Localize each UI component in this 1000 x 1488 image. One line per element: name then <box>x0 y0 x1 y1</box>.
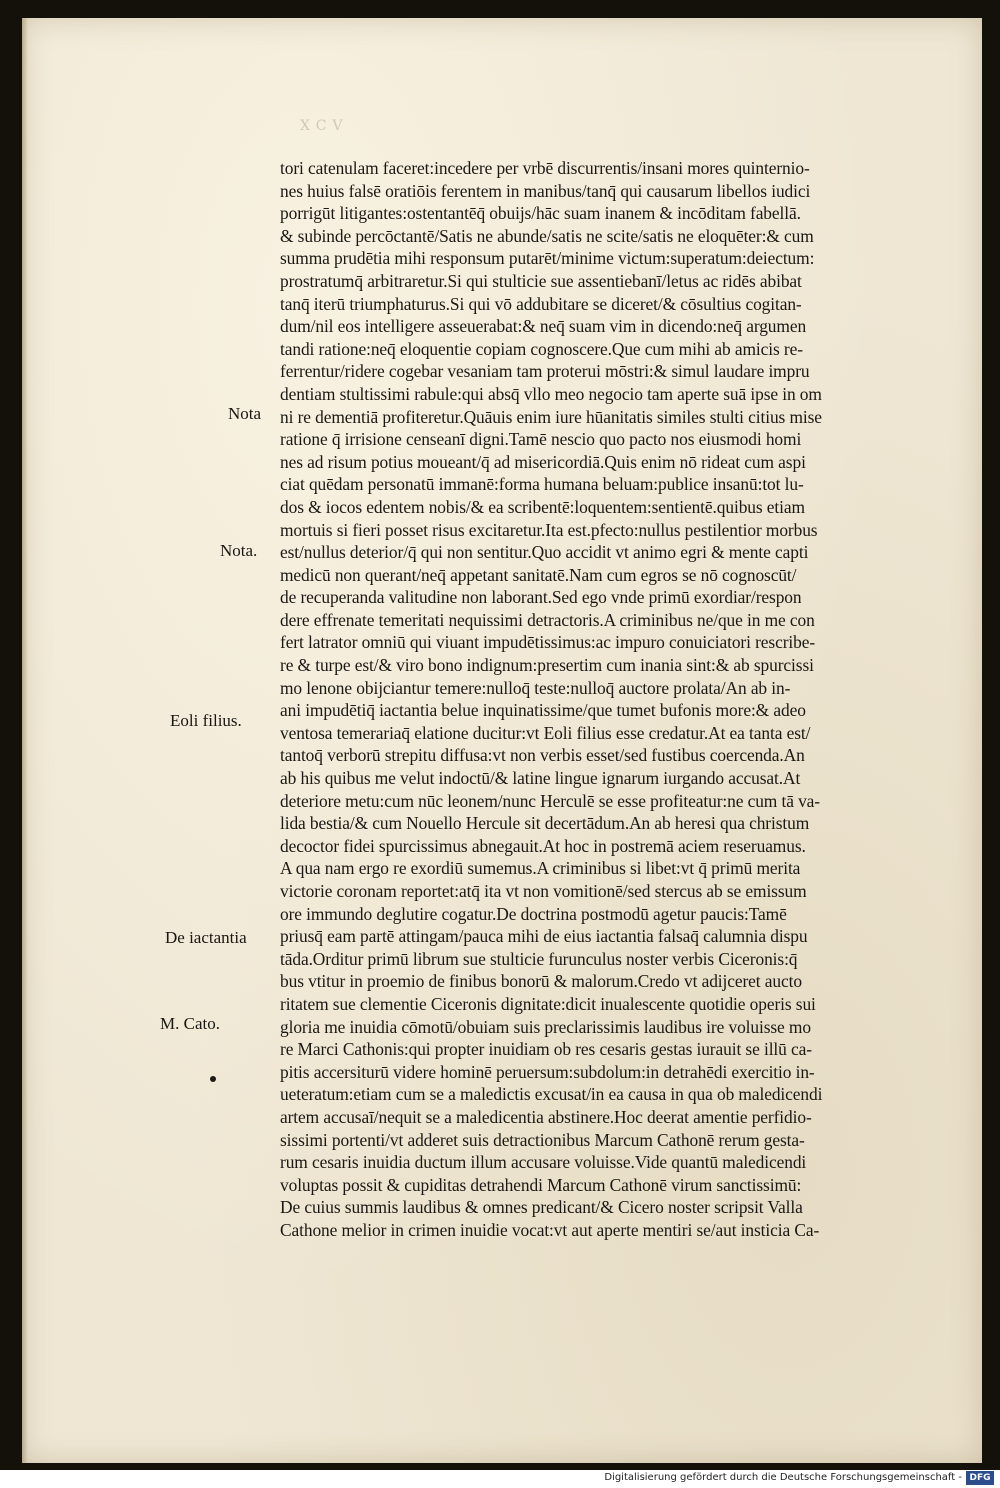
margin-note-eoli-filius: Eoli filius. <box>170 711 242 730</box>
body-text <box>280 157 940 1242</box>
ink-dot-mark <box>210 1076 216 1082</box>
text-line: decoctor fidei spurcissimus abnegauit.At hoc in postremā aciem reseruamus. <box>280 835 806 856</box>
margin-note-de-iactantia: De iactantia <box>165 928 247 947</box>
text-line: voluptas possit & cupiditas detrahendi Marcum Cathonē virum sanctissimū: <box>280 1174 802 1195</box>
text-line: tandi ratione:neq̄ eloquentie copiam cognoscere.Que cum mihi ab amicis re- <box>280 338 803 359</box>
text-line: De cuius summis laudibus & omnes predicant/& Cicero noster scripsit Valla <box>280 1197 803 1218</box>
text-line: dentiam stultissimi rabule:qui absq̄ vllo meo negocio tam aperte suā ipse in om <box>280 383 822 404</box>
text-line: Cathone melior in crimen inuidie vocat:vt aut aperte mentiri se/aut insticia Ca- <box>280 1219 820 1240</box>
text-line: tantoq̄ verborū strepitu diffusa:vt non verbis esset/sed fustibus coercenda.An <box>280 745 805 766</box>
text-line: & subinde percōctantē/Satis ne abunde/satis ne scite/satis ne eloquēter:& cum <box>280 225 814 246</box>
text-line: bus vtitur in proemio de finibus bonorū & malorum.Credo vt adijceret aucto <box>280 971 802 992</box>
text-line: de recuperanda valitudine non laborant.Sed ego vnde primū exordiar/respon <box>280 587 802 608</box>
text-line: rum cesaris inuidia ductum illum accusare voluisse.Vide quantū maledicendi <box>280 1152 807 1173</box>
page-gutter-shadow <box>22 18 28 1463</box>
text-line: medicū non querant/neq̄ appetant sanitatē.Nam cum egros se nō cognoscūt/ <box>280 564 797 585</box>
text-line: prostratumq̄ arbitraretur.Si qui stulticie sue assentiebanī/letus ac ridēs abibat <box>280 270 802 291</box>
text-line: tāda.Orditur primū librum sue stulticie furunculus noster verbis Ciceronis:q̄ <box>280 948 798 969</box>
text-line: mo lenone obijciantur temere:nulloq̄ teste:nulloq̄ auctore prolata/An ab in- <box>280 677 791 698</box>
text-line: gloria me inuidia cōmotū/obuiam suis preclarissimis laudibus ire voluisse mo <box>280 1016 811 1037</box>
text-line: pitis accersiturū videre hominē peruersum:subdolum:in detrahēdi exercitio in- <box>280 1061 815 1082</box>
text-line: dos & iocos edentem nobis/& ea scribentē:loquentem:sentientē.quibus etiam <box>280 496 805 517</box>
text-line: artem accusaī/nequit se a maledicentia abstinere.Hoc deerat amentie perfidio- <box>280 1106 812 1127</box>
margin-note-m-cato: M. Cato. <box>160 1014 220 1033</box>
running-head: XCV <box>300 118 349 134</box>
text-line: ratione q̄ irrisione censeanī digni.Tamē nescio quo pacto nos eiusmodi homi <box>280 429 802 450</box>
text-line: deteriore metu:cum nūc leonem/nunc Herculē se esse profiteatur:ne cum tā va- <box>280 790 820 811</box>
text-line: re Marci Cathonis:qui propter inuidiam ob res cesaris gestas iurauit se illū ca- <box>280 1039 812 1060</box>
text-line: ventosa temerariaq̄ elatione ducitur:vt Eoli filius esse credatur.At ea tanta est/ <box>280 722 811 743</box>
text-line: ueteratum:etiam cum se a maledictis excusat/in ea causa in qua ob maledicendi <box>280 1084 823 1105</box>
text-line: fert latrator omniū qui viuant impudētissimus:ac impuro conuiciatori rescribe- <box>280 632 816 653</box>
margin-note-nota-2: Nota. <box>220 541 258 560</box>
text-line: ritatem sue clementie Ciceronis dignitate:dicit inualescente quotidie operis sui <box>280 993 816 1014</box>
text-line: tanq̄ iterū triumphaturus.Si qui vō addubitare se diceret/& cōsultius cogitan- <box>280 293 802 314</box>
text-line: summa prudētia mihi responsum putarēt/minime victum:superatum:deiectum: <box>280 248 815 269</box>
text-line: ab his quibus me velut indoctū/& latine lingue ignarum iurgando accusat.At <box>280 768 801 789</box>
text-line: victorie coronam reportet:atq̄ ita vt non vomitionē/sed stercus ab se emissum <box>280 881 807 901</box>
text-line: tori catenulam faceret:incedere per vrbē discurrentis/insani mores quinternio- <box>280 158 810 178</box>
text-line: priusq̄ eam partē attingam/pauca mihi de eius iactantia falsaq̄ calumnia dispu <box>280 926 808 947</box>
text-line: nes huius falsē oratiōis ferentem in manibus/tanq̄ qui causarum libellos iudici <box>280 180 811 201</box>
footer-credit: Digitalisierung gefördert durch die Deutsche Forschungsgemeinschaft - <box>604 1472 962 1483</box>
text-line: ni re dementiā profiteretur.Quāuis enim iure hūanitatis similes stulti citius mise <box>280 406 822 427</box>
dfg-logo: DFG <box>966 1471 994 1485</box>
text-line: ore immundo deglutire cogatur.De doctrina postmodū agetur paucis:Tamē <box>280 903 787 924</box>
text-line: lida bestia/& cum Nouello Hercule sit decertādum.An ab heresi qua christum <box>280 813 810 834</box>
text-line: est/nullus deterior/q̄ qui non sentitur.Quo accidit vt animo egri & mente capti <box>280 542 809 563</box>
text-line: mortuis si fieri posset risus excitaretur.Ita est.pfecto:nullus pestilentior morbus <box>280 519 818 540</box>
text-line: ferrentur/ridere cogebar vesaniam tam proterui mōstri:& simul laudare impru <box>280 361 810 382</box>
text-line: ani impudētiq̄ iactantia belue inquinatissime/que tumet bufonis more:& adeo <box>280 700 806 721</box>
text-line: ciat quēdam personatū immanē:forma humana beluam:publice insanū:tot lu- <box>280 474 804 495</box>
text-line: sissimi portenti/vt adderet suis detractionibus Marcum Cathonē rerum gesta- <box>280 1129 805 1150</box>
text-line: porrigūt litigantes:ostentantēq̄ obuijs/hāc suam inanem & incōditam fabellā. <box>280 203 801 224</box>
text-line: re & turpe est/& viro bono indignum:presertim cum inania sint:& ab spurcissi <box>280 655 814 676</box>
margin-note-nota-1: Nota <box>228 404 262 423</box>
text-line: dum/nil eos intelligere asseuerabat:& neq̄ suam vim in dicendo:neq̄ argumen <box>280 316 807 337</box>
text-line: A qua nam ergo re exordiū sumemus.A criminibus si libet:vt q̄ primū merita <box>280 858 801 879</box>
text-line: dere effrenate temeritati nequissimi detractoris.A criminibus ne/que in me con <box>280 609 815 630</box>
text-line: nes ad risum potius moueant/q̄ ad misericordiā.Quis enim nō rideat cum aspi <box>280 451 806 472</box>
